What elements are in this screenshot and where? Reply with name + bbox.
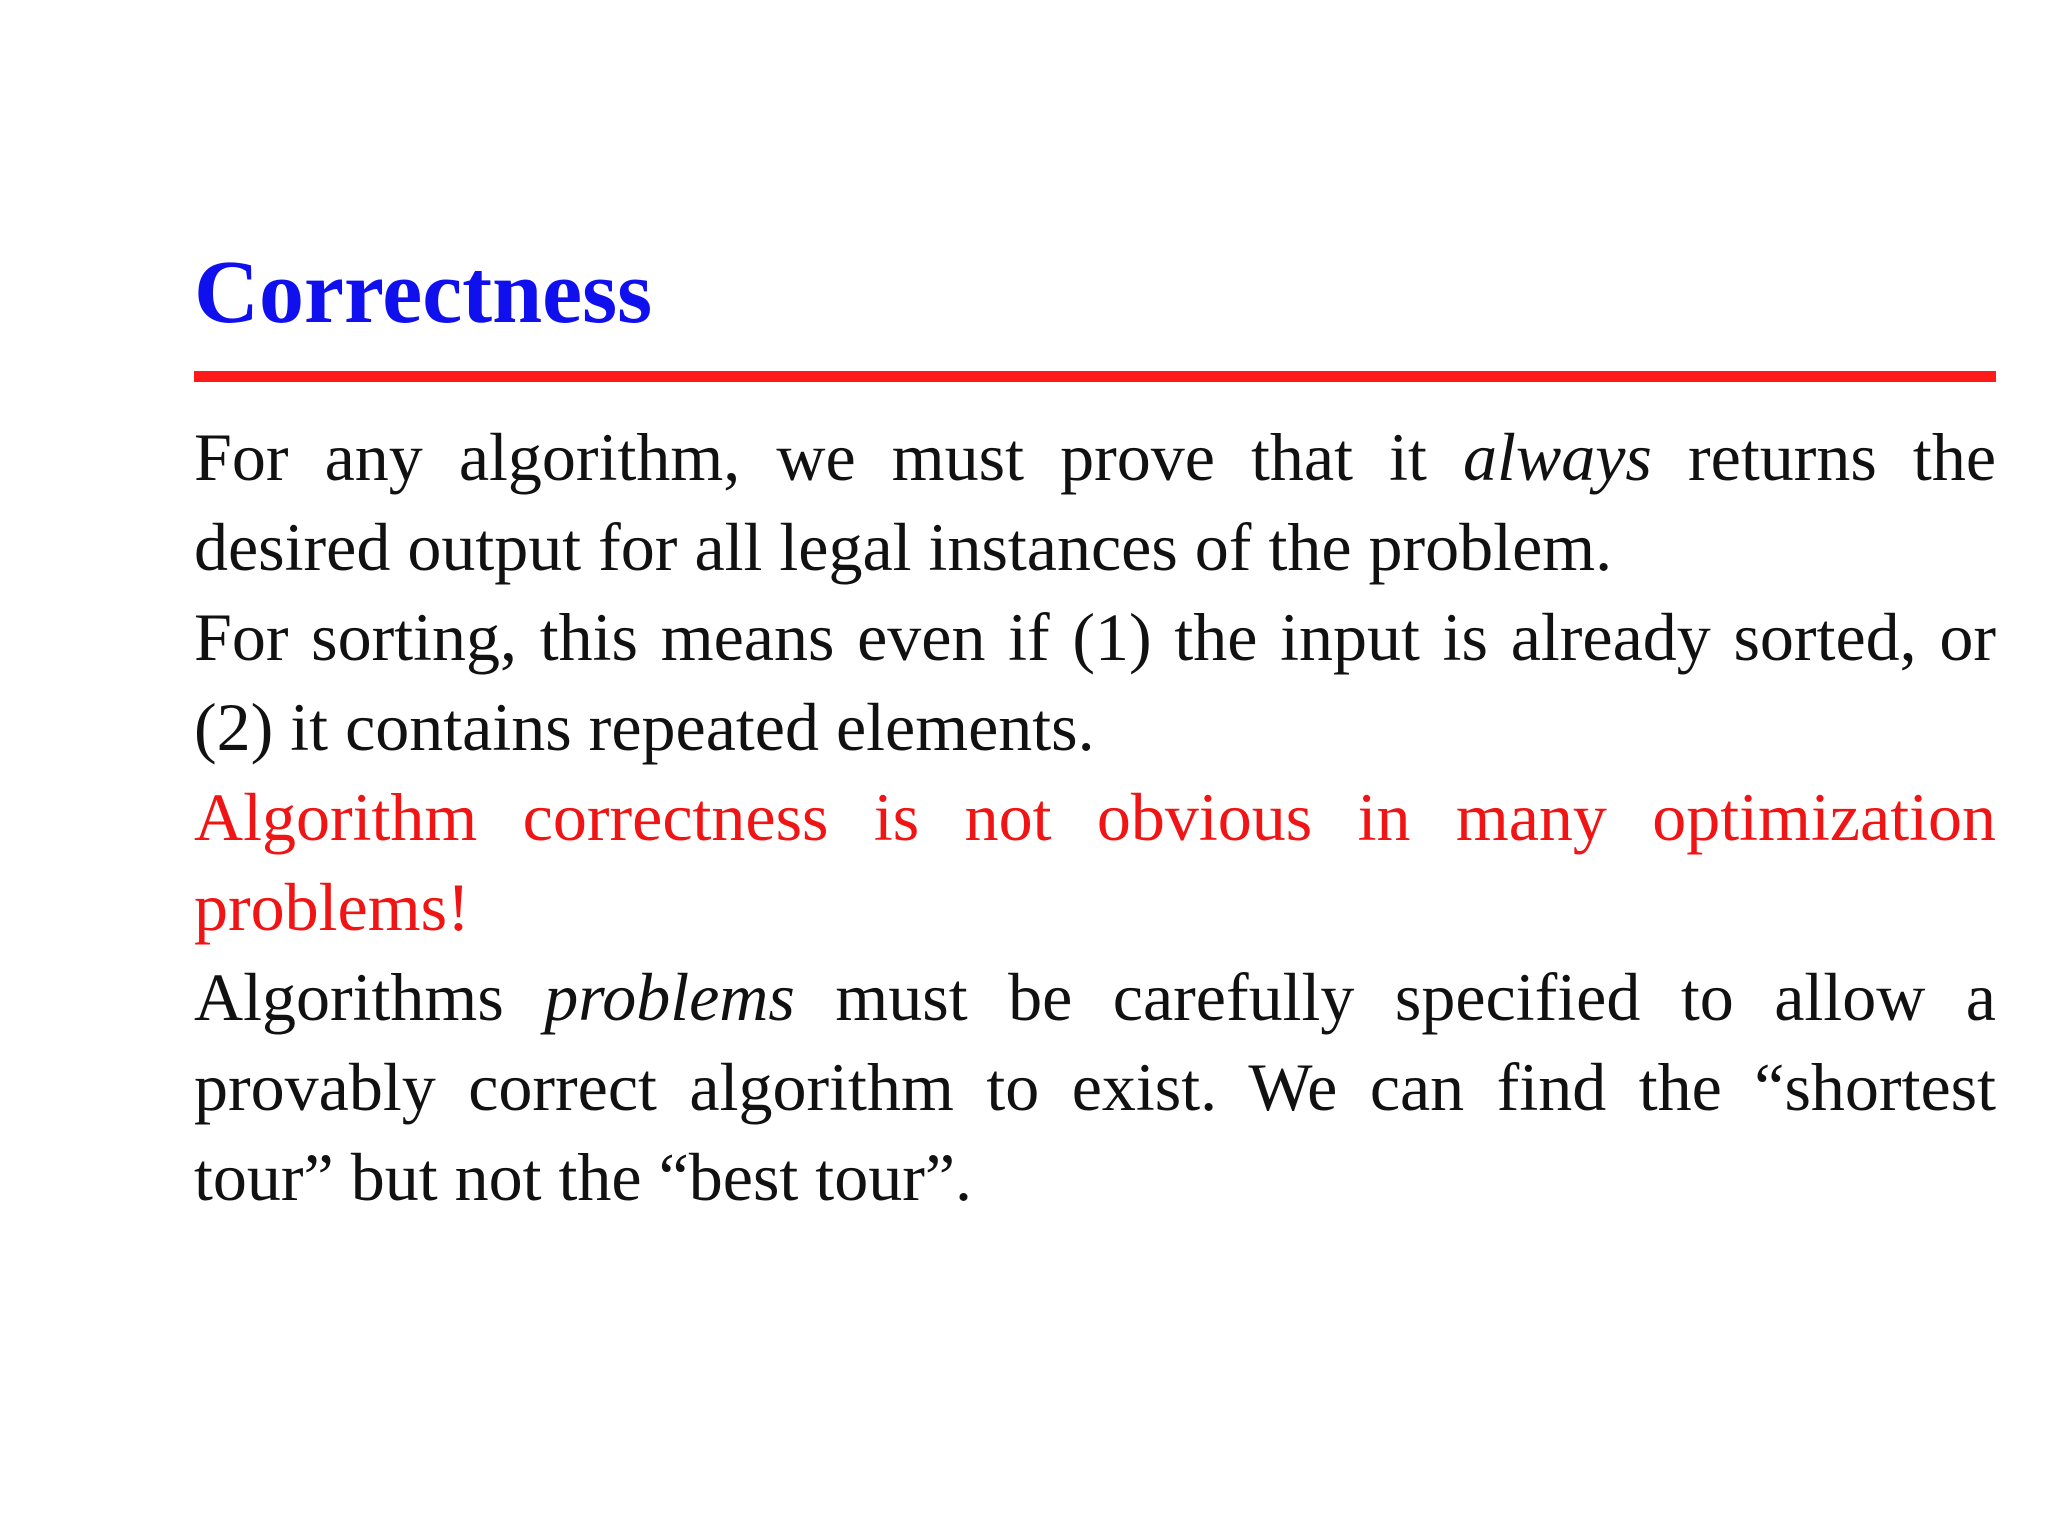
- paragraph-text: must be carefully specified to allow a provably correct algorithm to exist. We can find the “shortest tour” but not the “best tour”.: [194, 959, 1996, 1215]
- paragraph-text: For any algorithm, we must prove that it: [194, 419, 1463, 495]
- paragraph-text: Algorithms: [194, 959, 545, 1035]
- paragraph-text: returns the desired output for all legal instances of the problem.: [194, 419, 1996, 585]
- emphasis-text: problems: [544, 959, 795, 1035]
- emphasis-text: always: [1462, 419, 1652, 495]
- slide-body: [194, 412, 1996, 1222]
- title-underline-rule: [194, 371, 1996, 382]
- slide-title: Correctness: [194, 243, 653, 342]
- paragraph-problem-specification: [194, 952, 1996, 1222]
- paragraph-sorting-example: For sorting, this means even if (1) the input is already sorted, or (2) it contains repeated elements.: [194, 599, 1996, 765]
- paragraph-correctness-definition: [194, 412, 1996, 592]
- paragraph-highlight-warning: Algorithm correctness is not obvious in many optimization problems!: [194, 779, 1996, 945]
